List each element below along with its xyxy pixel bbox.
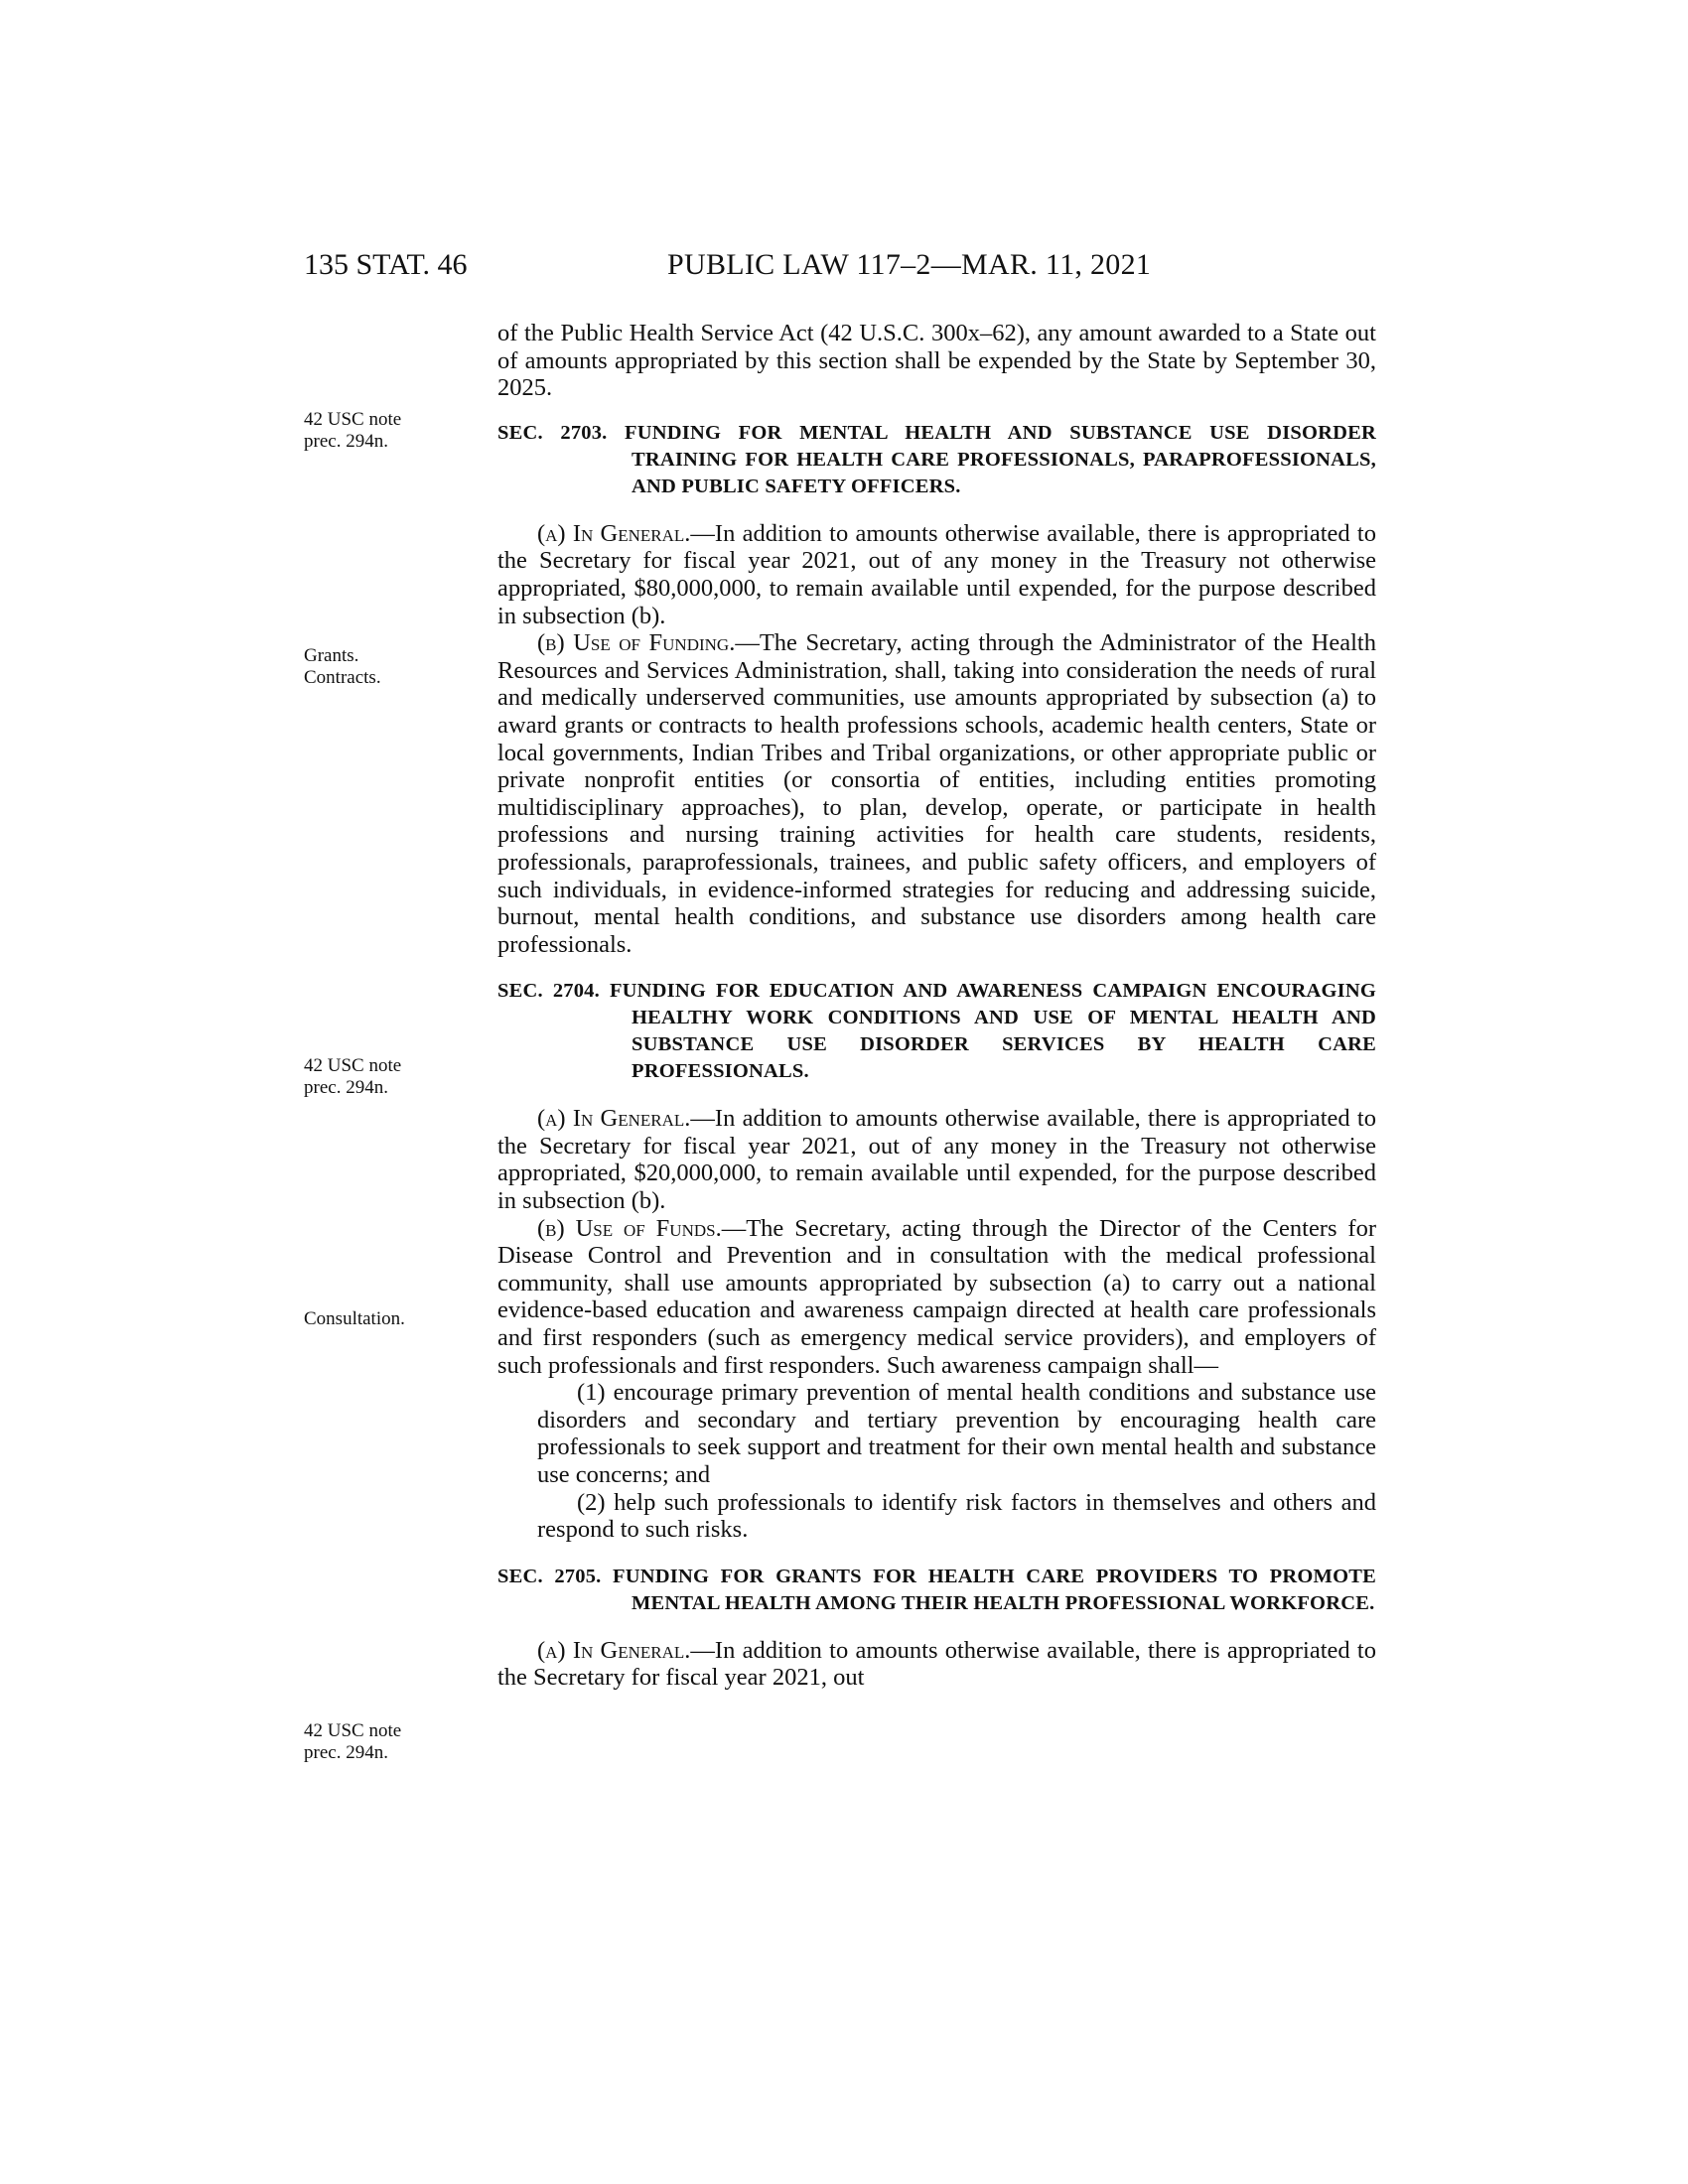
subsection-text: —In addition to amounts otherwise available, there is appropriated to the Secretary for fiscal year 2021, out of any money in the Treasury not otherwise appropriated, $80,000,000, to remain available until expended, for the purpose described in subsection (b). [497,519,1376,629]
margin-note-grants [304,645,473,689]
subsection-label: (a) In General. [537,519,691,547]
subsection-label: (a) In General. [537,1636,691,1664]
section-2704-heading: SEC. 2704. FUNDING FOR EDUCATION AND AWARENESS CAMPAIGN ENCOURAGING HEALTHY WORK CONDITIONS AND USE OF MENTAL HEALTH AND SUBSTANCE USE DISORDER SERVICES BY HEALTH CARE PROFESSIONALS. [497,980,1376,1083]
margin-note-line: Contracts. [304,667,381,688]
subsection-text: —The Secretary, acting through the Director of the Centers for Disease Control and Prevention and in consultation with the medical professional community, shall use amounts appropriated by subsection (a) to carry out a national evidence-based education and awareness campaign directed at health care professionals and first responders (such as emergency medical service providers), and employers of such professionals and first responders. Such awareness campaign shall— [497,1214,1376,1379]
intro-paragraph: of the Public Health Service Act (42 U.S.C. 300x–62), any amount awarded to a State out of amounts appropriated by this section shall be expended by the State by September 30, 2025. [497,320,1376,402]
margin-note-line: prec. 294n. [304,431,388,452]
margin-note-line: prec. 294n. [304,1742,388,1763]
margin-note-line: 42 USC note [304,409,402,430]
section-2703-b [497,629,1376,958]
subsection-label: (a) In General. [537,1105,691,1133]
margin-note-line: 42 USC note [304,1720,402,1741]
running-title: PUBLIC LAW 117–2—MAR. 11, 2021 [667,248,1152,281]
margin-note-sec-2704 [304,1055,473,1099]
list-item-2: (2) help such professionals to identify risk factors in themselves and others and respond to such risks. [537,1488,1376,1544]
section-2705-a [497,1637,1376,1692]
subsection-text: —In addition to amounts otherwise available, there is appropriated to the Secretary for fiscal year 2021, out [497,1636,1376,1692]
page-header [304,248,1376,288]
margin-note-sec-2703 [304,409,473,453]
subsection-text: —The Secretary, acting through the Administrator of the Health Resources and Services Administration, shall, taking into consideration the needs of rural and medically underserved communities, use amounts appropriated by subsection (a) to award grants or contracts to health professions schools, academic health centers, State or local governments, Indian Tribes and Tribal organizations, or other appropriate public or private nonprofit entities (or consortia of entities, including entities promoting multidisciplinary approaches), to plan, develop, operate, or participate in health professions and nursing training activities for health care students, residents, professionals, paraprofessionals, trainees, and public safety officers, and employers of such individuals, in evidence-informed strategies for reducing and addressing suicide, burnout, mental health conditions, and substance use disorders among health care professionals. [497,629,1376,958]
section-2704-a [497,1105,1376,1214]
margin-note-sec-2705 [304,1720,473,1764]
margin-note-line: Grants. [304,645,359,666]
subsection-text: —In addition to amounts otherwise available, there is appropriated to the Secretary for fiscal year 2021, out of any money in the Treasury not otherwise appropriated, $20,000,000, to remain available until expended, for the purpose described in subsection (b). [497,1105,1376,1215]
list-item-1: (1) encourage primary prevention of mental health conditions and substance use disorders and secondary and tertiary prevention by encouraging health care professionals to seek support and treatment for their own mental health and substance use concerns; and [537,1379,1376,1488]
subsection-label: (b) Use of Funding. [537,629,736,657]
section-2705-heading: SEC. 2705. FUNDING FOR GRANTS FOR HEALTH CARE PROVIDERS TO PROMOTE MENTAL HEALTH AMONG THEIR HEALTH PROFESSIONAL WORKFORCE. [497,1565,1376,1614]
subsection-label: (b) Use of Funds. [537,1214,722,1242]
section-2703-heading: SEC. 2703. FUNDING FOR MENTAL HEALTH AND SUBSTANCE USE DISORDER TRAINING FOR HEALTH CARE PROFESSIONALS, PARAPROFESSIONALS, AND PUBLIC SAFETY OFFICERS. [497,421,1376,497]
section-2704-b [497,1215,1376,1380]
statute-page-number: 135 STAT. 46 [304,248,468,281]
margin-note-line: prec. 294n. [304,1077,388,1098]
document-body [497,320,1376,1692]
margin-note-line: Consultation. [304,1308,405,1329]
section-2703-a [497,520,1376,629]
margin-note-line: 42 USC note [304,1055,402,1076]
margin-note-consultation [304,1308,473,1330]
